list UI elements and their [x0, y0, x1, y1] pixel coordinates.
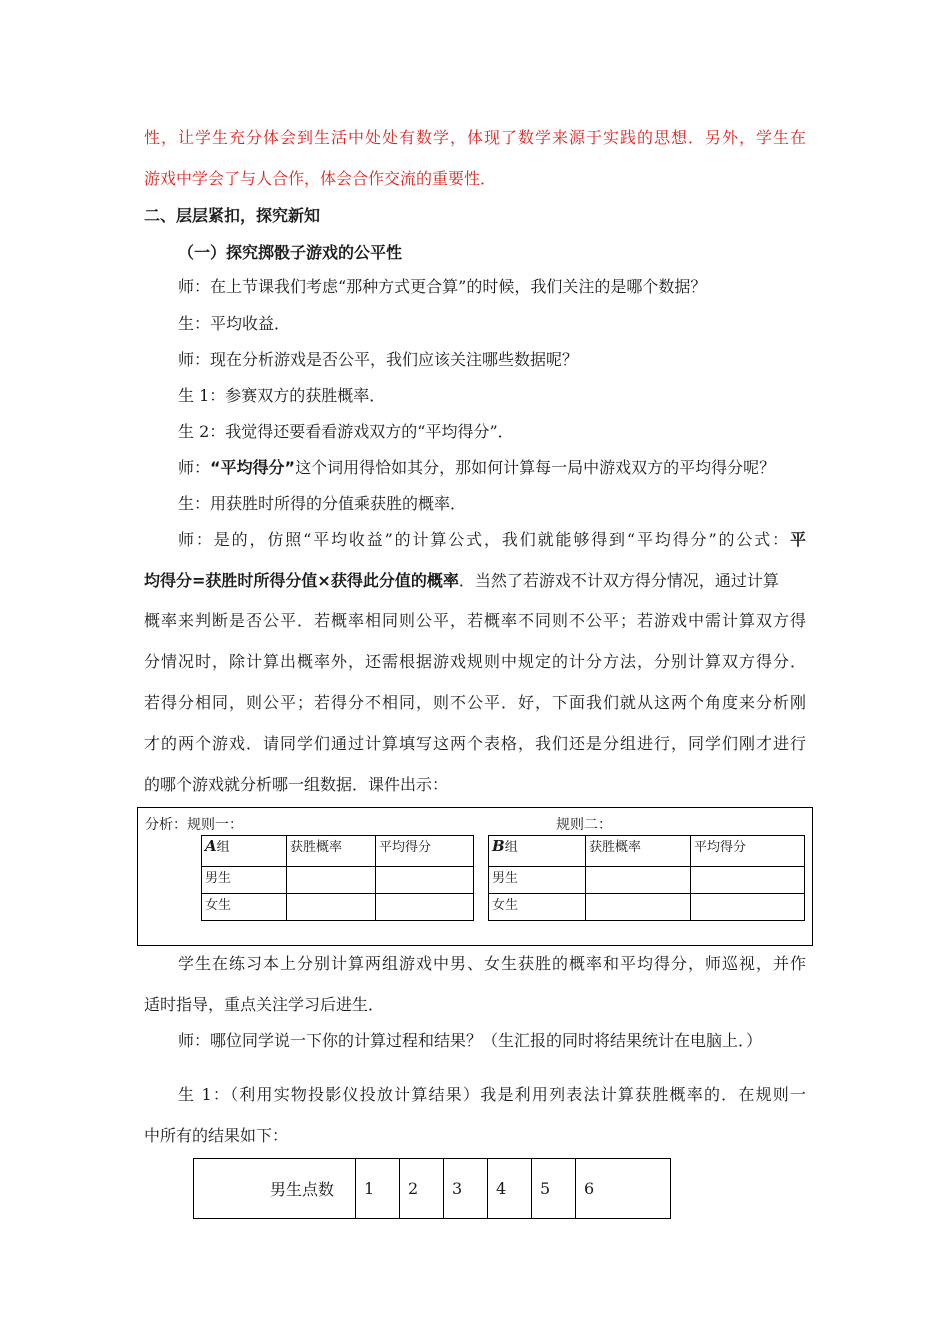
paragraph-line: 学生在练习本上分别计算两组游戏中男、女生获胜的概率和平均得分，师巡视，并作 [178, 954, 806, 973]
dialogue-line: 生 1：参赛双方的获胜概率． [178, 386, 386, 405]
formula-line-2 [144, 571, 779, 591]
row-label: 女生 [489, 894, 586, 921]
row-label: 男生 [489, 867, 586, 894]
speaker-prefix: 师： [178, 458, 211, 477]
points-header: 男生点数 [194, 1159, 356, 1219]
points-cell: 6 [576, 1159, 671, 1219]
paragraph-line: 适时指导，重点关注学习后进生． [144, 995, 385, 1014]
paragraph-line: 才的两个游戏．请同学们通过计算填写这两个表格，我们还是分组进行，同学们刚才进行 [144, 734, 806, 753]
group-suffix: 组 [216, 840, 230, 855]
empty-cell[interactable] [586, 894, 691, 921]
formula-bold-start: 平 [789, 530, 806, 549]
section-heading: 二、层层紧扣，探究新知 [144, 206, 321, 225]
empty-cell[interactable] [287, 894, 376, 921]
table-group-a [201, 835, 474, 921]
empty-cell[interactable] [376, 867, 474, 894]
paragraph-line: 中所有的结果如下： [144, 1126, 289, 1145]
formula-rest: ．当然了若游戏不计双方得分情况，通过计算 [458, 571, 779, 590]
points-cell: 1 [356, 1159, 400, 1219]
rule-two-label: 规则二： [556, 817, 612, 833]
formula-bold: 均得分=获胜时所得分值×获得此分值的概率 [144, 571, 459, 590]
paragraph-line: 分情况时，除计算出概率外，还需根据游戏规则中规定的计分方法，分别计算双方得分． [144, 652, 806, 671]
analysis-box [137, 807, 813, 946]
col-header: 获胜概率 [287, 836, 376, 867]
empty-cell[interactable] [691, 867, 805, 894]
paragraph-line: 生 1：（利用实物投影仪投放计算结果）我是利用列表法计算获胜概率的．在规则一 [178, 1085, 806, 1104]
formula-prefix: 师：是的，仿照“平均收益”的计算公式，我们就能够得到“平均得分”的公式： [178, 530, 790, 549]
subsection-heading: （一）探究掷骰子游戏的公平性 [178, 243, 403, 262]
points-cell: 2 [400, 1159, 444, 1219]
col-header: 平均得分 [376, 836, 474, 867]
dialogue-line: 生 2：我觉得还要看看游戏双方的“平均得分”． [178, 422, 514, 441]
group-cell [202, 836, 287, 867]
dialogue-line: 师：在上节课我们考虑“那种方式更合算”的时候，我们关注的是哪个数据？ [178, 277, 707, 296]
empty-cell[interactable] [376, 894, 474, 921]
boy-points-table [193, 1158, 671, 1219]
intro-line-2: 游戏中学会了与人合作，体会合作交流的重要性． [144, 169, 497, 188]
paragraph-line: 的哪个游戏就分析哪一组数据．课件出示： [144, 775, 449, 794]
student-line: 生：用获胜时所得的分值乘获胜的概率． [178, 494, 467, 513]
row-label: 男生 [202, 867, 287, 894]
group-suffix: 组 [504, 840, 518, 855]
group-cell [489, 836, 586, 867]
paragraph-line: 若得分相同，则公平；若得分不相同，则不公平．好，下面我们就从这两个角度来分析刚 [144, 693, 806, 712]
dialogue-line: 师：现在分析游戏是否公平，我们应该关注哪些数据呢？ [178, 350, 579, 369]
row-label: 女生 [202, 894, 287, 921]
formula-line-1 [178, 530, 806, 550]
points-cell: 5 [532, 1159, 576, 1219]
empty-cell[interactable] [287, 867, 376, 894]
points-cell: 4 [488, 1159, 532, 1219]
paragraph-line: 概率来判断是否公平．若概率相同则公平，若概率不同则不公平；若游戏中需计算双方得 [144, 611, 806, 630]
col-header: 平均得分 [691, 836, 805, 867]
rule-one-label: 分析：规则一： [145, 817, 243, 833]
points-cell: 3 [444, 1159, 488, 1219]
table-group-b [488, 835, 805, 921]
paragraph-line: 师：哪位同学说一下你的计算过程和结果？（生汇报的同时将结果统计在电脑上．） [178, 1031, 763, 1050]
group-letter: A [205, 837, 217, 855]
dialogue-line: 生：平均收益． [178, 314, 291, 333]
intro-line-1: 性，让学生充分体会到生活中处处有数学，体现了数学来源于实践的思想．另外，学生在 [144, 128, 806, 147]
teacher-line [178, 458, 775, 478]
group-letter: B [492, 837, 505, 855]
line-rest: 这个词用得恰如其分，那如何计算每一局中游戏双方的平均得分呢？ [295, 458, 776, 477]
bold-term: “平均得分” [210, 458, 296, 477]
empty-cell[interactable] [586, 867, 691, 894]
empty-cell[interactable] [691, 894, 805, 921]
col-header: 获胜概率 [586, 836, 691, 867]
